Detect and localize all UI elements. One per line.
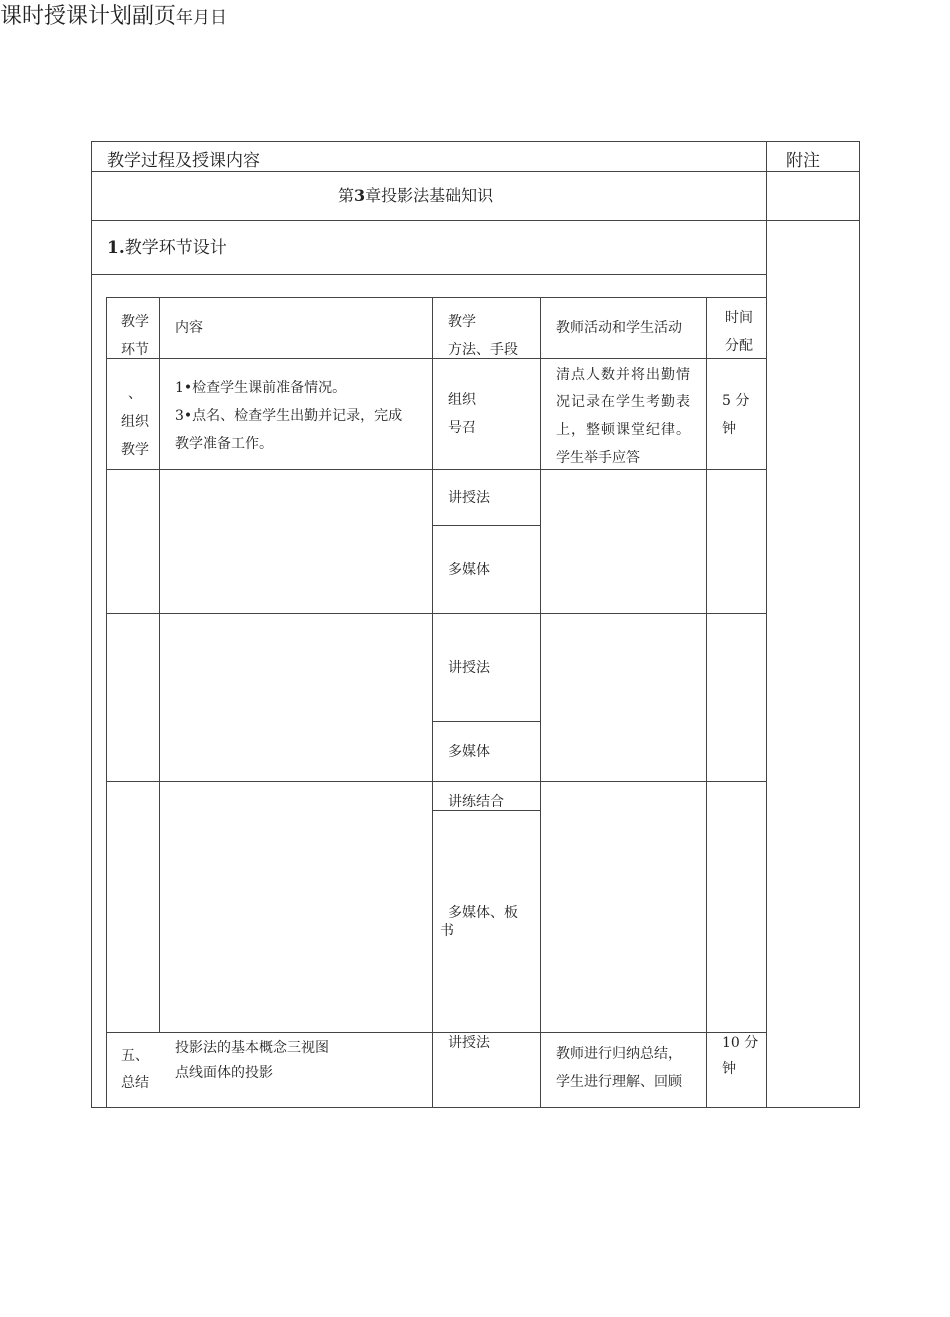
row2-method-2: 多媒体 [448, 562, 490, 578]
process-header: 教学过程及授课内容 [107, 151, 260, 171]
page-title-main: 课时授课计划副页 [0, 4, 177, 29]
header-content: 内容 [175, 320, 203, 336]
notes-header: 附注 [786, 151, 820, 171]
row5-stage-line2: 总结 [121, 1075, 149, 1091]
chapter-bottom-line [91, 220, 860, 221]
method-col-divider [540, 297, 541, 1108]
row5-content-line1: 投影法的基本概念三视图 [175, 1040, 329, 1056]
content-col-divider [432, 297, 433, 1108]
row1-stage-line2: 组织 [121, 414, 149, 430]
row3-method-1: 讲授法 [448, 660, 490, 676]
row2-bottom-line [106, 613, 766, 614]
row3-method-split [432, 721, 541, 722]
frame-left-line [91, 141, 92, 1108]
row1-bottom-line [106, 469, 766, 470]
row1-content-line3: 教学准备工作。 [175, 436, 273, 452]
chapter-number: 3 [354, 186, 366, 205]
row5-time-line2: 钟 [722, 1061, 736, 1077]
row3-method-2: 多媒体 [448, 744, 490, 760]
notes-divider-line [766, 141, 767, 1108]
row5-activity-line2: 学生进行理解、回顾 [556, 1074, 682, 1090]
row5-content-line2: 点线面体的投影 [175, 1065, 273, 1081]
header-time-line1: 时间 [725, 310, 753, 326]
frame-bottom-line [91, 1107, 860, 1108]
header-stage-line2: 环节 [121, 342, 149, 358]
chapter-prefix: 第 [338, 186, 355, 205]
row1-activity-line3: 上，整顿课堂纪律。 [556, 422, 691, 438]
activity-col-divider [706, 297, 707, 1108]
frame-top-line [91, 141, 860, 142]
row1-stage-line3: 教学 [121, 442, 149, 458]
inner-header-bottom-line [106, 358, 766, 359]
row5-activity-line1: 教师进行归纳总结， [556, 1046, 682, 1062]
row4-method-2: 多媒体、板 [448, 905, 518, 921]
row5-method: 讲授法 [448, 1035, 490, 1051]
row1-stage-line1: 、 [128, 386, 142, 402]
page-title [0, 0, 950, 35]
header-method-line1: 教学 [448, 314, 476, 330]
row5-stage-line1: 五、 [121, 1048, 149, 1064]
row1-time-line1: 5 分 [722, 393, 750, 409]
row5-time-line1: 10 分 [722, 1035, 759, 1051]
row4-method-1: 讲练结合 [448, 794, 504, 810]
row1-activity-line4: 学生举手应答 [556, 450, 640, 466]
row3-bottom-line [106, 781, 766, 782]
header-stage-line1: 教学 [121, 314, 149, 330]
frame-right-line [859, 141, 860, 1108]
row1-time-line2: 钟 [722, 421, 736, 437]
row4-bottom-line [106, 1032, 766, 1033]
section-heading [107, 234, 227, 262]
row1-activity-line1: 清点人数并将出勤情 [556, 367, 691, 383]
header-time-line2: 分配 [725, 338, 753, 354]
header-activity: 教师活动和学生活动 [556, 320, 682, 336]
header-method-line2: 方法、手段 [448, 342, 518, 358]
inner-table-top-line [106, 297, 766, 298]
stage-col-divider [159, 297, 160, 1033]
row1-activity-line2: 况记录在学生考勤表 [556, 394, 691, 410]
chapter-name: 章投影法基础知识 [365, 186, 494, 205]
row2-method-1: 讲授法 [448, 490, 490, 506]
chapter-title [338, 182, 493, 210]
row2-method-split [432, 525, 541, 526]
page-title-date: 年月日 [176, 8, 228, 28]
section-bottom-line [91, 274, 766, 275]
row1-method-line1: 组织 [448, 392, 476, 408]
row1-method-line2: 号召 [448, 420, 476, 436]
row4-method-3: 书 [440, 923, 454, 939]
row1-content-line1: 1•检查学生课前准备情况。 [175, 380, 347, 396]
row1-content-line2: 3•点名、检查学生出勤并记录，完成 [175, 408, 403, 424]
section-number: 1. [107, 238, 125, 258]
inner-left-line [106, 297, 107, 1108]
section-name: 教学环节设计 [124, 238, 227, 258]
